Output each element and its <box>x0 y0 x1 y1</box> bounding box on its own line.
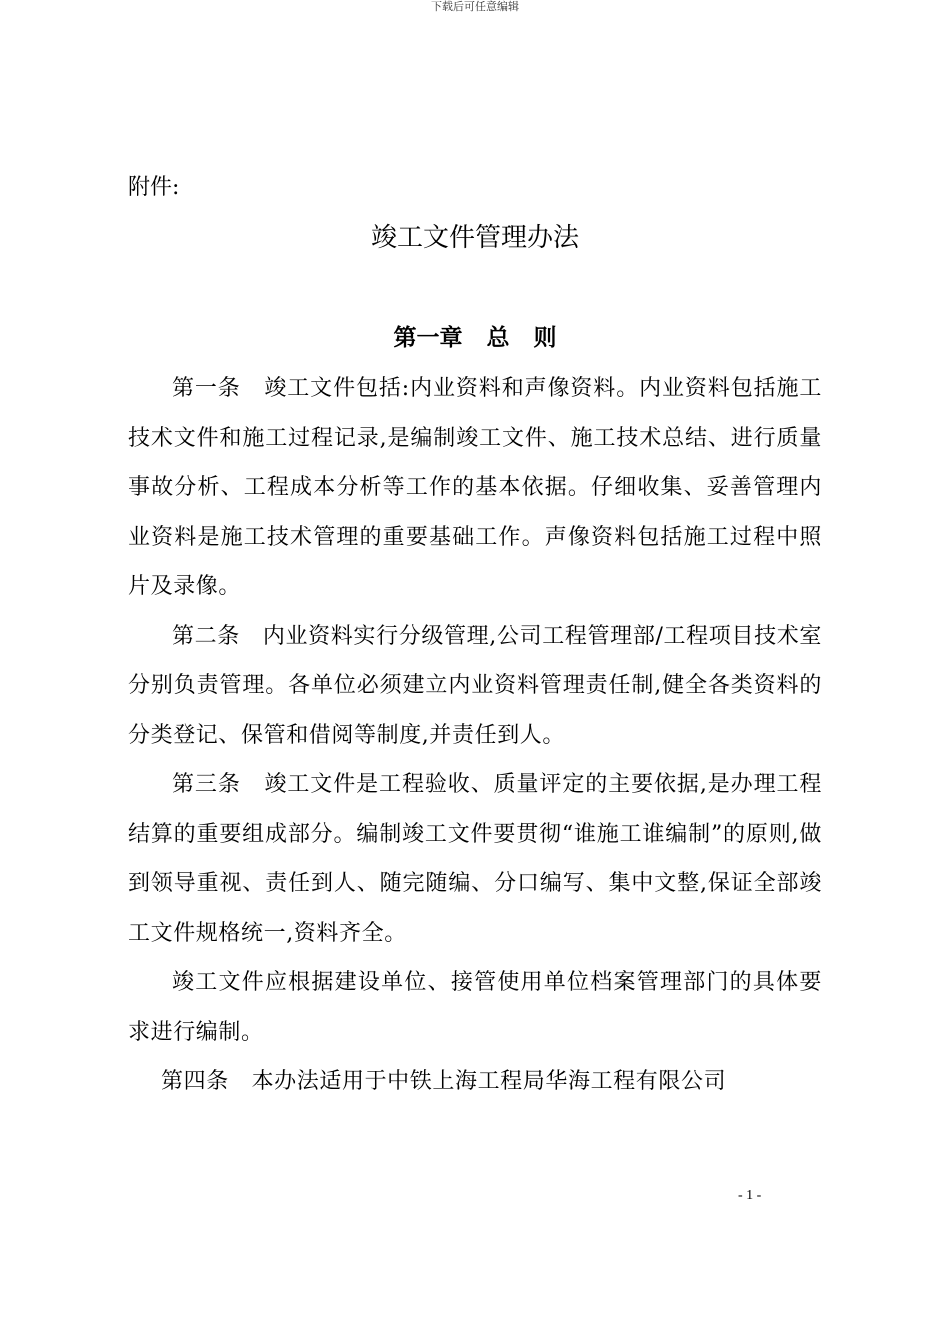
paragraph-article-3: 第三条 竣工文件是工程验收、质量评定的主要依据,是办理工程结算的重要组成部分。编制竣工文件要贯彻“谁施工谁编制”的原则,做到领导重视、责任到人、随完随编、分口编写、集中文整,保证全部竣工文件规格统一,资料齐全。 <box>128 772 822 946</box>
paragraph-article-4: 第四条 本办法适用于中铁上海工程局华海工程有限公司 <box>161 1069 727 1094</box>
document-body <box>128 364 822 1107</box>
header-note: 下载后可任意编辑 <box>431 0 519 13</box>
paragraph-article-2: 第二条 内业资料实行分级管理,公司工程管理部/工程项目技术室分别负责管理。各单位必须建立内业资料管理责任制,健全各类资料的分类登记、保管和借阅等制度,并责任到人。 <box>128 623 822 748</box>
chapter-title: 第一章 总 则 <box>393 324 557 351</box>
document-title: 竣工文件管理办法 <box>370 223 579 253</box>
page-number: - 1 - <box>738 1188 762 1203</box>
paragraph-article-1: 第一条 竣工文件包括:内业资料和声像资料。内业资料包括施工技术文件和施工过程记录,是编制竣工文件、施工技术总结、进行质量事故分析、工程成本分析等工作的基本依据。仔细收集、妥善管理内业资料是施工技术管理的重要基础工作。声像资料包括施工过程中照片及录像。 <box>128 376 822 599</box>
paragraph-article-3-note: 竣工文件应根据建设单位、接管使用单位档案管理部门的具体要求进行编制。 <box>128 970 822 1045</box>
attachment-label: 附件: <box>128 175 180 200</box>
